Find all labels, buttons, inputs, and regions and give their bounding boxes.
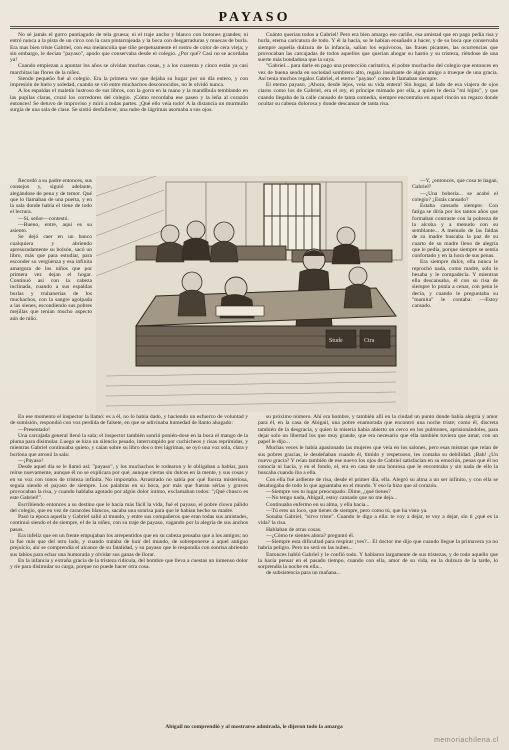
- paragraph: —No tengo nada, Abigail, estoy cansado que no me deja...: [266, 495, 398, 502]
- paragraph: Desde aquel día se le llamó así: "payaso", y los muchachos le rodearon y le obligaban a hablar, para reírse nuevamente, aunque él no se explicara por qué, aunque ciertas sin dulces en la mente, y sus cosas y en su voz con tonos de tristeza infinita. No importaba. Arrastrado no sabía por qué fuerza misteriosa, seguía siendo el payaso de siempre. Los palabras en su boca, por más que fueran sérias y graves provocaban la risa, y cuando hablaba agotado por algún dolor íntimo, exclamaban todos: "¡Qué chusco es este Gabriel!".: [10, 464, 248, 502]
- paragraph: Una carcajada general llenó la sala; el inspector también sonrió ponién-dose en la boca el mango de la pluma para disimular. Luego se hizo un silencio pesado, interrumpido por cuchicheos y risas reprimidas, y mientras Gabriel continuaba quieto, y caían sobre su libro dos o tres lágrimas, se oyó una voz sola, clara y burlona que atronó la sala:: [10, 432, 248, 458]
- paragraph: Pasó la época aquella y Gabriel salió al mundo, y entre sus compañeros que eran todas sus amistades, continuó siendo el de siempre, el de la niñez, con su traje de payaso, vagando por la alegría de sus anchos pasos.: [10, 514, 248, 533]
- paragraph: Siendo pequeño fué al colegio. Era la primera vez que dejaba su hogar por un día entero, y con impresión de hielo y soledad, cuando se vió entre muchachos desconocidos, no le olvidó nunca.: [10, 75, 248, 88]
- column-right-bottom: [258, 414, 498, 720]
- paragraph: —¿Una bobería... se acabó el colegio? ¿Estás cansado?: [412, 190, 498, 203]
- watermark: [434, 737, 499, 744]
- paragraph: Escribiendo entonces a su destino que le hacía más fácil la vida, fué el payaso, el pobre clown pálido del colegio, que en vez de caracoles blancos, sacaba una sonrisa para que le habían hecho su madre.: [10, 501, 248, 514]
- paragraph: Era siempre dulce, ella nunca le reprochó nada, como madre, solo le besaba y le compadecía. Y mientras ella descansaba, él con su risa de siempre lo ponía a cenar, con pena le decía, y cuando le preguntaba su "mamita" le contaba: —Estoy cansado.: [412, 259, 498, 309]
- paragraph: Con ella fué ardiente de risa, desde el primer día, ella. Alegró su alma a un ser infinito, y con ella se desahogaba de todo lo que aguantaba en el mundo. Y eso la hizo que al corazón.: [258, 476, 498, 489]
- paragraph: Entonces habló Gabriel y le confió todo. Y hablaron largamente de sus tristezas, y de todo aquello que la hacía pensar en el pasado tiempo, cuando con ella, amor de su vida, en la dulzura de la tarde, lo sorprendía la noche en ella...: [258, 551, 498, 570]
- paragraph: —Siempre ves tu lugar preocupado. Dime, ¿qué tienes?: [266, 489, 391, 495]
- paragraph: de subsistencia para un mañana...: [266, 570, 341, 577]
- paragraph: "Gabriel... para darle en pago una protección caritativa, el pobre muchacho del colegio que entonces en vez de buena senda en sociedad sombrero alto, regalo insultante de algún amigo a trueque de una gracia. Así tenía muchos regalos Gabriel, el eterno "payaso" como le llamaban siempre.: [258, 63, 498, 82]
- classroom-illustration: [96, 176, 408, 412]
- paragraph: En ese momento el inspector la llamó: es a él, no lo había dado, y haciendo un esfuerzo de voluntad y de sumisión, respondió con voz perdida de falsete, en que se adivinaba humedad de llanto ahogado:: [10, 414, 248, 427]
- column-left-narrow: [10, 178, 92, 410]
- watermark-text: memoriachilena.cl: [434, 737, 499, 744]
- paragraph: A los espaldas el maletín lustroso de sus libros, con la gorra en la mano y la mandíbula temblando en las pupilas claras, cruzó los corredores del colegio. ¡Cómo recordaba ese paseo y la leña al corazón entonces! Se detuvo de improviso y miró a todas partes. ¡Qué ello veía todo! A la distancia un murmullo surgía de una sala de clase. Se sintió desfallecer, una nube de lágrimas asomaba a sus ojos.: [10, 88, 248, 113]
- column-left-top: [10, 32, 248, 176]
- paragraph: Era infeliz que en un frente empujaban los arrepentidos que en su cabeza pensaba que a los amigos; no la fue más que del otro lado, y cuando trataba de huir del mundo, de sobreponerse a aquel antiguo prejuicio, ahí se comprendía el alcance de su fatalidad, y su payaso que le respondía con sonrisa abriendo sus labios para echar una humorada y olvidar sus ganas de llorar.: [10, 532, 248, 558]
- paragraph: No sé jamás el gorro puntiagudo de tela gruesa; ni el traje ancho y blanco con botones grandes; ni entró nunca a la pista de un circo con la cara pintarrajeada y la boca con desgarraduras y muecas de burla. Era mas bien triste Gabriel, con esa melancolía que tiñe perpetuamente el rostro de color de cera vieja; y sin embargo, le decían "payaso", apodo que conservaba desde el colegio. ¿Por qué? Casi no se acordaba ya!: [10, 32, 248, 63]
- slate-text-left: Stude: [329, 338, 343, 344]
- window: [264, 184, 320, 250]
- paragraph: Cuánto querían todos a Gabriel! Pero era bien amargo ese cariño, esa amistad que en pago pedía risa y burla, eterna caricatura de todo. Y él la hacía, se le habían ensañado a hacer, y de su boca que conservaba siempre aquella dulzura de la infancia, salían los equívocos, las frases picantes, las ocurrencias que provocaban las carcajadas de todos aquellos que querían ahogar su hastío y su tristeza, riéndose de una suerte más bondadosa que la suya.: [258, 32, 498, 63]
- paragraph: —Tú eres un loco, que tienes de siempre, pero como tú, que ha visto ya.: [266, 507, 428, 514]
- paragraph: —¡Payaso!: [18, 457, 44, 464]
- column-left-bottom: [10, 414, 248, 720]
- page-title: PAYASO: [218, 10, 291, 25]
- paragraph: —Presentado!: [18, 426, 51, 433]
- paragraph: Muchas veces le había apasionado las mujeres que veía en los salones, pero esas mismas que reían de sus pobres gracias, le desdeñaban cuando él, tímido y respetuoso, les contaba su debilidad. ¡Bah! ¿Un nuevo gracia? Y reían también de ese nuevo los ojos de Gabriel satisfacían en su emoción, penas que él no conocía ni hacía, y en el fondo, el, era en casa de una honrosa que le encontraba y sin nada de ello la buscaba cuando iba a ella.: [258, 445, 498, 477]
- paragraph: Continuaba enfermo en su alma, y ella hacía...: [266, 501, 370, 508]
- column-right-narrow: [412, 178, 498, 410]
- paragraph: Sonaba Gabriel, "sirvo triste". Cuando le digo a ella: te voy a dejar, te voy a dejar, sin ti ¿qué es la vida? la risa.: [258, 514, 498, 527]
- paragraph: Recordó a su padre entonces, sus consejos y, siguió adelante, alegándose de pena y de temor. Qué que lo llamaban de una puerta, y en la sala donde había el tiene de todo el lectura.: [10, 178, 92, 216]
- title-rule-top: [10, 26, 499, 27]
- slate-text-right: Ctra: [364, 338, 375, 344]
- paragraph: —Siempre esta dificultad para respirar ¡ves?... El doctor me dijo que cuando llegue la primavera ya no habría peligro. Pero no será en las nubes...: [258, 539, 498, 552]
- paragraph: Estaba cansado siempre. Con fatiga se diría por los tantos años que formaban contraste con la pobreza de la alcoba y a menudo con su semblante... A menudo de las faldas de su madre buscaba la paz de su cuarto de su madre lleno de alegría que le pedía, porque siempre se sentía confortado y en la hora de sus penas.: [412, 203, 498, 259]
- paragraph: su próximo número. Ahí era hombre, y también allí en la ciudad un punto donde había alegría y amor para él, en la casa de Abigail, una pobre enamorada que encontró una noche triste; como él, discreta también de la desgracia, y quien la miseria había abierto un cerco en los pulmones, aprisionándoles, para dejar solo un libertad los que muy grande, que era necesario que ella también tuviera que amar, con un papel le dijo...: [258, 414, 498, 445]
- paragraph: En la infancia y extraña gracia de la tristeza ridícula, del hombre que lleva a cuestas un inmenso dolor y ríe para disimular su carga, porque no puede hacer otra cosa.: [10, 557, 248, 570]
- closing-line-text: Abigail no comprendió y al mostrarse admirada, le dijeron todo la amarga: [165, 724, 343, 730]
- column-right-top: [258, 32, 498, 176]
- masthead: [0, 8, 509, 26]
- paragraph: Hablaban de otras cosas.: [266, 526, 322, 533]
- paragraph: El eterno payaso, ¡Ahora, desde lejos, veía su vida entera! Sin hogar, al lado de esa viajera de ojos claros como los de Gabriel, era el rey, el príncipe mimado por ella, a quien le decía "mi hijito", y que cuando llegaba de la calle cansado de tanta comedia, siempre encontraba en aquel rincón un regazo donde ocultar su cabeza dolorosa y donde descansar de tanta risa.: [258, 82, 498, 107]
- paragraph: —Y, ¿entonces, que cosa te hagan, Gabriel?: [412, 178, 498, 191]
- title-rule-bottom: [10, 28, 499, 29]
- paragraph: Cuando empiezan a apuntar los años se olvidan muchas cosas, y a los cuarenta y cinco están ya casi marchitas las flores de la niñez.: [10, 63, 248, 76]
- paragraph: —¿Cómo te sientes ahora? preguntó él.: [266, 532, 355, 539]
- closing-line: [10, 724, 498, 730]
- paragraph: —Sí, señor—contestó.: [18, 215, 69, 222]
- paragraph: Se dejó caer en un banco cualquiera y abriendo apresuradamente su bolsón, sacó un libro, más que para estudiar, para esconder su vergüenza y esa infinita amargura de los niños que por primera vez dejan el hogar. Continuó así con la cabeza inclinada, cuando a sus espaldas burlas y truhanerías de los muchachos, con la sangre agolpada a las sienes, escondiendo sus pobres mejillas que tenían mucho aspecto aún de niño.: [10, 234, 92, 322]
- paragraph: —Bueno, entre, aquí es su asiento.: [10, 221, 92, 234]
